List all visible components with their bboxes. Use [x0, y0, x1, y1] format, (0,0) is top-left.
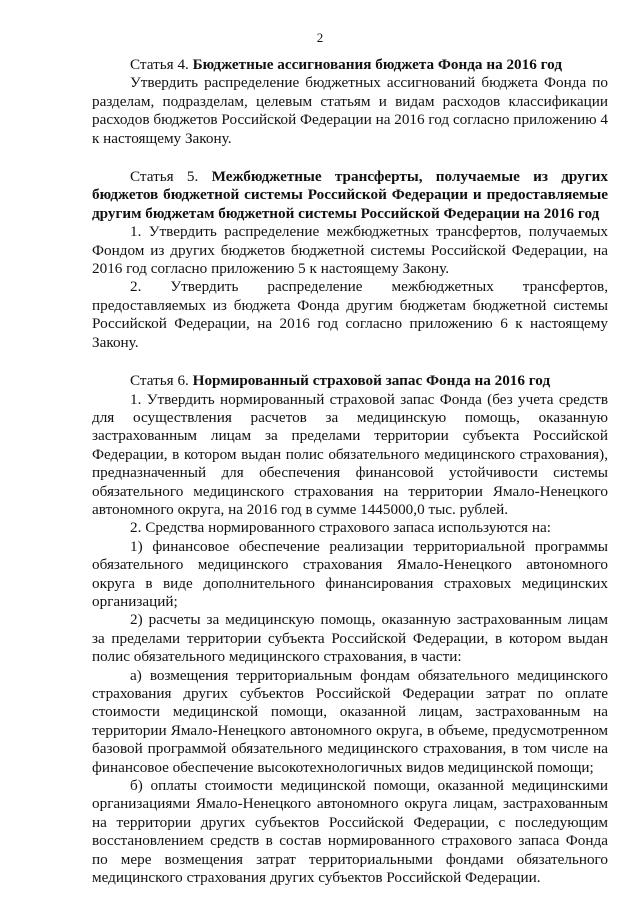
article-6-title: Нормированный страховой запас Фонда на 2016 год [192, 372, 551, 390]
article-6-paragraph-5: а) возмещения территориальным фондам обязательного медицинского страхования других субъектов Российской Федерации затрат по оплате стоимости медицинской помощи, оказанной лицам, застрахованным на территории Ямало-Ненецкого автономного округа, в объеме, предусмотренном базовой программой обязательного медицинского страхования, в том числе на финансовое обеспечение высокотехнологичных видов медицинской помощи; [92, 666, 608, 776]
article-6-paragraph-1: 1. Утвердить нормированный страховой запас Фонда (без учета средств для осуществления расчетов за медицинскую помощь, оказанную застрахованным лицам за пределами территории субъекта Российской Федерации, в котором выдан полис обязательного медицинского страхования), предназначенный для обеспечения финансовой устойчивости системы обязательного медицинского страхования на территории Ямало-Ненецкого автономного округа, на 2016 год в сумме 1445000,0 тыс. рублей. [92, 390, 608, 518]
article-6-paragraph-4: 2) расчеты за медицинскую помощь, оказанную застрахованным лицам за пределами территории субъекта Российской Федерации, в котором выдан полис обязательного медицинского страхования, в части: [92, 611, 608, 666]
article-4-heading [92, 56, 608, 74]
article-5-paragraph-2: 2. Утвердить распределение межбюджетных трансфертов, предоставляемых из бюджета Фонда другим бюджетам бюджетной системы Российской Федерации, на 2016 год согласно приложению 6 к настоящему Закону. [92, 278, 608, 351]
article-4-title: Бюджетные ассигнования бюджета Фонда на 2016 год [192, 56, 562, 73]
article-6-paragraph-6: б) оплаты стоимости медицинской помощи, оказанной медицинскими организациями Ямало-Ненецкого автономного округа лицам, застрахованным на территории других субъектов Российской Федерации, с последующим восстановлением средств в состав нормированного страхового запаса Фонда по мере возмещения затрат территориальными фондами обязательного медицинского страхования других субъектов Российской Федерации. [92, 777, 608, 887]
article-5-paragraph-1: 1. Утвердить распределение межбюджетных трансфертов, получаемых Фондом из других бюджетов бюджетной системы Российской Федерации, на 2016 год согласно приложению 5 к настоящему Закону. [92, 223, 608, 278]
page-number: 2 [316, 30, 324, 45]
article-6-paragraph-3: 1) финансовое обеспечение реализации территориальной программы обязательного медицинского страхования Ямало-Ненецкого автономного округа в виде дополнительного финансирования страховых медицинских организаций; [92, 537, 608, 610]
article-4-paragraph-1: Утвердить распределение бюджетных ассигнований бюджета Фонда по разделам, подразделам, целевым статьям и видам расходов классификации расходов бюджетов Российской Федерации на 2016 год согласно приложению 4 к настоящему Закону. [92, 74, 608, 147]
document-body [92, 56, 608, 887]
article-6-paragraph-2: 2. Средства нормированного страхового запаса используются на: [130, 519, 551, 537]
article-5-heading [92, 168, 608, 223]
article-5-title: Межбюджетные трансферты, получаемые из других бюджетов бюджетной системы Российской Федерации и предоставляемые другим бюджетам бюджетной системы Российской Федерации на 2016 год [92, 168, 609, 222]
article-6-label: Статья 6. [130, 372, 189, 390]
article-4-label: Статья 4. [130, 56, 189, 73]
article-5-label: Статья 5. [130, 168, 199, 186]
article-6-heading [92, 372, 608, 390]
